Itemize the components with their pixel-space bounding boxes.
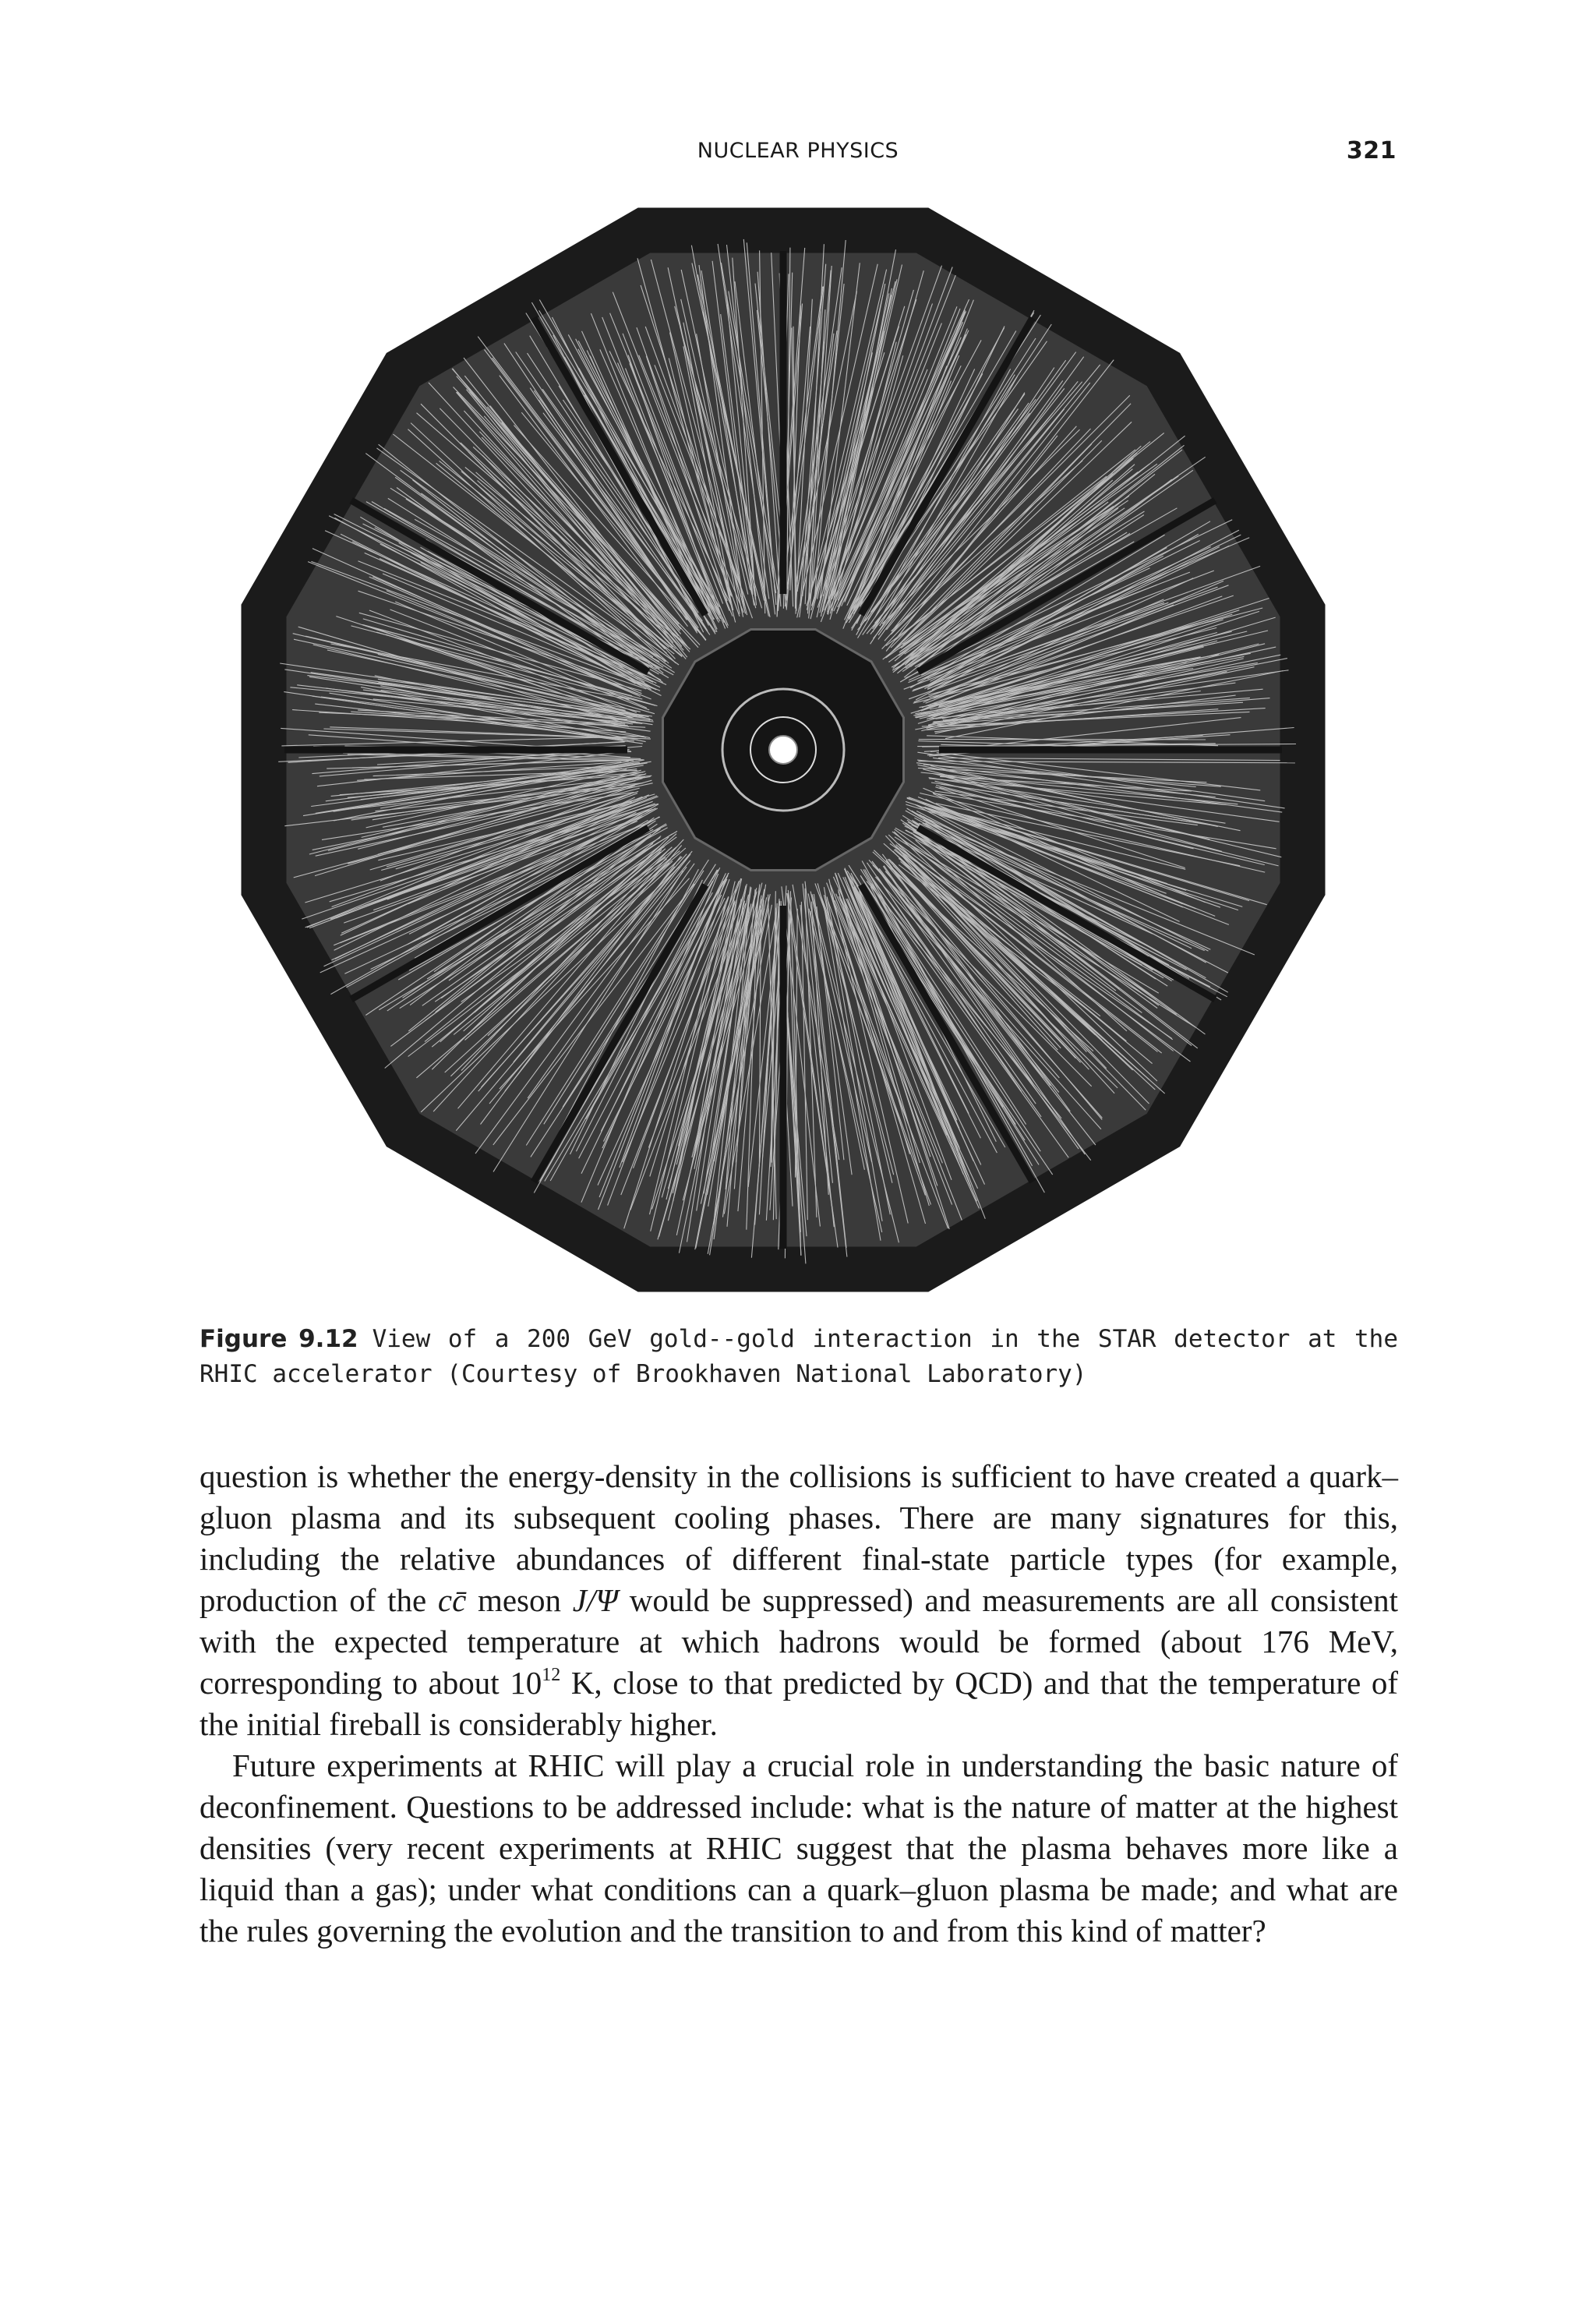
figure-caption-text: View of a 200 GeV gold--gold interaction in the STAR detector at the RHIC accelerator (Courtesy of Brookhaven National Laboratory) xyxy=(200,1325,1398,1388)
figure-label: Figure 9.12 xyxy=(200,1325,358,1353)
beam-pipe xyxy=(769,736,797,764)
paragraph-1-part-a: question is whether the energy-density in the collisions is sufficient to have created a quark–gluon plasma and its subsequent cooling phases. There are many signatures for this, including the relative abundances of different final-state particle types (for example, production of the xyxy=(200,1458,1398,1618)
paragraph-1 xyxy=(200,1456,1398,1745)
body-text xyxy=(200,1456,1398,1952)
star-event-display-image xyxy=(234,204,1333,1295)
j-psi-symbol: J/Ψ xyxy=(572,1582,619,1618)
paragraph-1-part-b: meson xyxy=(466,1582,573,1618)
paragraph-1-part-c: would be suppressed) and measurements are all consistent with the expected temperature at which hadrons would be formed (about 176 MeV, corresponding to about 10 xyxy=(200,1582,1398,1701)
page-number: 321 xyxy=(1346,137,1396,164)
paragraph-2: Future experiments at RHIC will play a crucial role in understanding the basic nature of deconfinement. Questions to be addressed include: what is the nature of matter at the highest densities (very recent experiments at RHIC suggest that the plasma behaves more like a liquid than a gas); under what conditions can a quark–gluon plasma be made; and what are the rules governing the evolution and the transition to and from this kind of matter? xyxy=(200,1747,1398,1949)
figure-caption xyxy=(200,1322,1398,1392)
cc-bar-symbol: cc̄ xyxy=(437,1582,467,1618)
paragraph-1-part-d: K, close to that predicted by QCD) and that the temperature of the initial fireball is considerably higher. xyxy=(200,1665,1398,1742)
exponent: 12 xyxy=(542,1665,561,1686)
running-title: NUCLEAR PHYSICS xyxy=(697,139,899,163)
